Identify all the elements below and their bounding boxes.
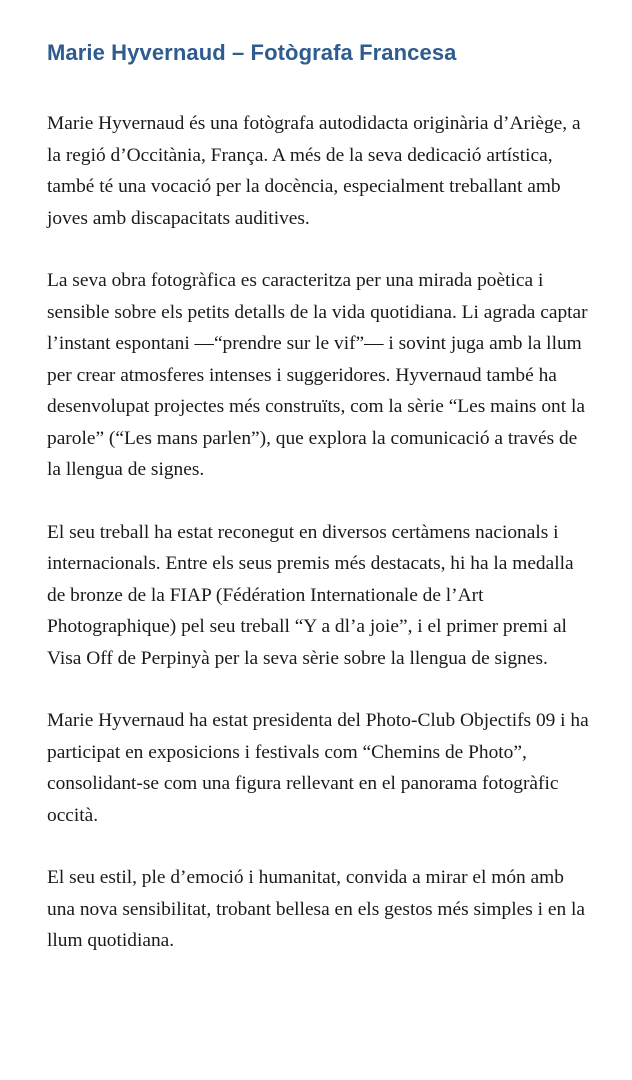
paragraph-photographic-work: La seva obra fotogràfica es caracteritza per una mirada poètica i sensible sobre els petits detalls de la vida quotidiana. Li agrada captar l’instant espontani —“prendre sur le vif”— i sovint juga amb la llum per crear atmosferes intenses i suggeridores. Hyvernaud també ha desenvolupat projectes més construïts, com la sèrie “Les mains ont la parole” (“Les mans parlen”), que explora la comunicació a través de la llengua de signes. — [47, 270, 588, 480]
paragraph-awards: El seu treball ha estat reconegut en diversos certàmens nacionals i internacionals. Entre els seus premis més destacats, hi ha la medalla de bronze de la FIAP (Fédération Internationale de l’Art Photographique) pel seu treball “Y a dl’a joie”, i el primer premi al Visa Off de Perpinyà per la seva sèrie sobre la llengua de signes. — [47, 521, 574, 669]
paragraph-photo-club: Marie Hyvernaud ha estat presidenta del Photo-Club Objectifs 09 i ha participat en exposicions i festivals com “Chemins de Photo”, consolidant-se com una figura rellevant en el panorama fotogràfic occità. — [47, 710, 589, 826]
paragraph-intro: Marie Hyvernaud és una fotògrafa autodidacta originària d’Ariège, a la regió d’Occitània, França. A més de la seva dedicació artística, també té una vocació per la docència, especialment treballant amb joves amb discapacitats auditives. — [47, 113, 581, 229]
paragraph-style: El seu estil, ple d’emoció i humanitat, convida a mirar el món amb una nova sensibilitat, trobant bellesa en els gestos més simples i en la llum quotidiana. — [47, 867, 585, 951]
document-body — [47, 108, 592, 957]
document-title: Marie Hyvernaud – Fotògrafa Francesa — [47, 40, 457, 65]
